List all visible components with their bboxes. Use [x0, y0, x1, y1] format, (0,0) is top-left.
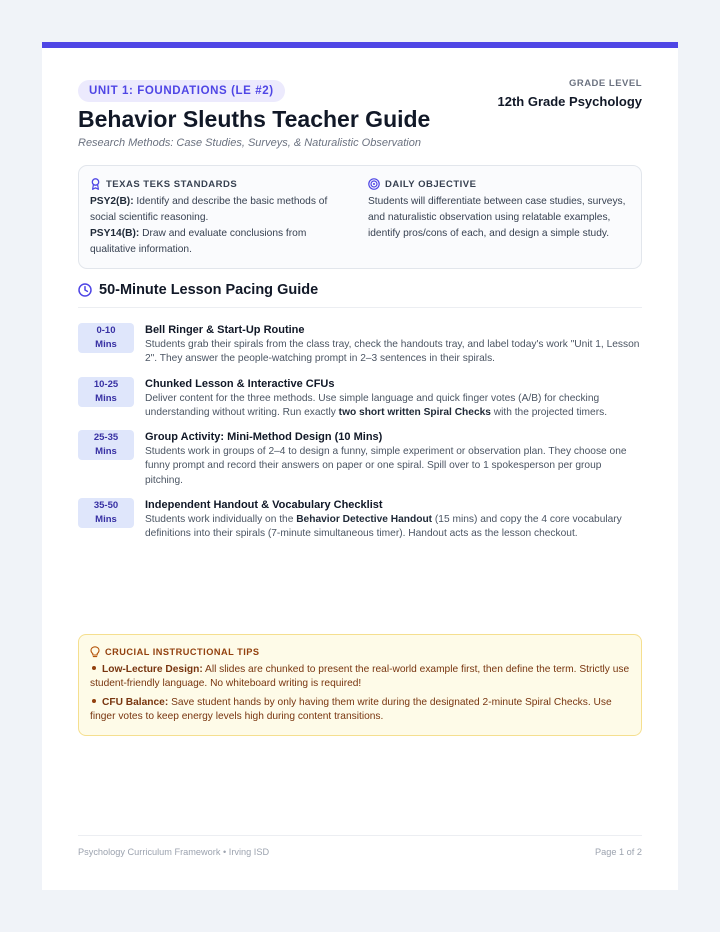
guide-page: [42, 42, 678, 890]
standard-code: PSY14(B):: [90, 228, 140, 239]
tip-label: CFU Balance:: [102, 697, 169, 708]
bullet-icon: [92, 666, 96, 670]
standards-objective-box: [78, 165, 642, 269]
footer-framework: Psychology Curriculum Framework • Irving ISD: [78, 847, 270, 857]
description-text: Students work individually on the: [145, 514, 297, 525]
lightbulb-icon: [90, 646, 100, 658]
time-badge: [78, 323, 134, 353]
unit-badge: UNIT 1: FOUNDATIONS (LE #2): [78, 80, 285, 102]
description-text: with the projected timers.: [490, 407, 608, 419]
pacing-row-title: Group Activity: Mini-Method Design (10 Mins): [145, 431, 383, 443]
time-range: 10-25: [93, 379, 119, 390]
time-unit: Mins: [95, 446, 117, 457]
description-text: Students grab their spirals from the class tray, check the handouts tray, and label today's work "Unit 1, Lesson 2". They answer the people-watching prompt in 2–3 sentences in their spirals.: [145, 339, 640, 365]
description-emphasis: two short written Spiral Checks: [338, 407, 491, 419]
teks-standards-column: [90, 178, 350, 258]
time-unit: Mins: [95, 514, 117, 525]
pacing-row-title: Chunked Lesson & Interactive CFUs: [145, 378, 335, 390]
instructional-tips-heading: [90, 646, 260, 658]
time-range: 25-35: [93, 432, 119, 443]
pacing-row-description: [145, 513, 642, 542]
time-badge: [78, 498, 134, 528]
description-text: (15 mins) and copy the 4 core vocabulary definitions into their spirals (7-minute simultaneous timer). Handout acts as the lesson checkout.: [145, 514, 622, 540]
footer-divider: [78, 835, 642, 836]
tip-item: [90, 696, 631, 725]
tip-text: Save student hands by only having them write during the designated 2-minute Spiral Checks. Use finger votes to keep energy levels high during content transitions.: [90, 697, 612, 723]
standard-text: Draw and evaluate conclusions from qualitative information.: [90, 228, 307, 255]
instructional-tips-heading-text: CRUCIAL INSTRUCTIONAL TIPS: [105, 647, 260, 657]
page-title: Behavior Sleuths Teacher Guide: [78, 106, 431, 132]
time-badge: [78, 377, 134, 407]
ribbon-icon: [90, 178, 101, 190]
time-unit: Mins: [95, 339, 117, 350]
time-unit: Mins: [95, 393, 117, 404]
description-emphasis: Behavior Detective Handout: [296, 514, 433, 525]
time-range: 0-10: [96, 325, 116, 336]
grade-level-value: 12th Grade Psychology: [497, 94, 642, 109]
daily-objective-column: [368, 178, 638, 242]
pacing-row-title: Independent Handout & Vocabulary Checklist: [145, 499, 383, 511]
pacing-row-title: Bell Ringer & Start-Up Routine: [145, 324, 305, 336]
daily-objective-text: Students will differentiate between case studies, surveys, and naturalistic observation using relatable examples, identify pros/cons of each, and design a simple study.: [368, 196, 626, 239]
grade-level-label: GRADE LEVEL: [568, 78, 642, 89]
standard-item: [90, 194, 350, 226]
description-text: Deliver content for the three methods. Use simple language and quick finger votes (A/B) for checking understanding without writing. Run exactly: [145, 393, 600, 419]
tip-text: All slides are chunked to present the real-world example first, then define the term. Strictly use student-friendly language. No whiteboard writing is required!: [90, 664, 630, 690]
teks-standards-list: [90, 194, 350, 258]
instructional-tips-box: [78, 634, 642, 736]
standard-text: Identify and describe the basic methods of social scientific reasoning.: [90, 196, 328, 223]
section-divider: [78, 307, 642, 308]
tip-item: [90, 663, 631, 692]
clock-icon: [78, 283, 92, 297]
page-subtitle: Research Methods: Case Studies, Surveys, & Naturalistic Observation: [78, 137, 421, 149]
description-text: Students work in groups of 2–4 to design a funny, simple experiment or observation plan. They choose one funny prompt and record their answers on paper or one spiral. Spill over to 1 spokesperson per group pitching.: [145, 446, 627, 486]
pacing-row-description: [145, 392, 642, 421]
daily-objective-heading-text: DAILY OBJECTIVE: [385, 178, 477, 190]
pacing-row-description: [145, 445, 642, 488]
grade-level-block: [498, 78, 643, 109]
bullet-icon: [92, 699, 96, 703]
time-badge: [78, 430, 134, 460]
pacing-guide-title: 50-Minute Lesson Pacing Guide: [99, 282, 319, 298]
page-content: [78, 48, 642, 890]
pacing-row-description: [145, 338, 642, 367]
daily-objective-heading: [368, 178, 638, 190]
tip-label: Low-Lecture Design:: [102, 664, 203, 675]
pacing-guide-heading: [78, 282, 318, 298]
target-icon: [368, 178, 380, 190]
footer-page-number: Page 1 of 2: [595, 847, 642, 857]
standard-code: PSY2(B):: [90, 196, 134, 207]
time-range: 35-50: [93, 500, 119, 511]
teks-standards-heading-text: TEXAS TEKS STANDARDS: [106, 178, 238, 190]
teks-standards-heading: [90, 178, 350, 190]
standard-item: [90, 226, 350, 258]
